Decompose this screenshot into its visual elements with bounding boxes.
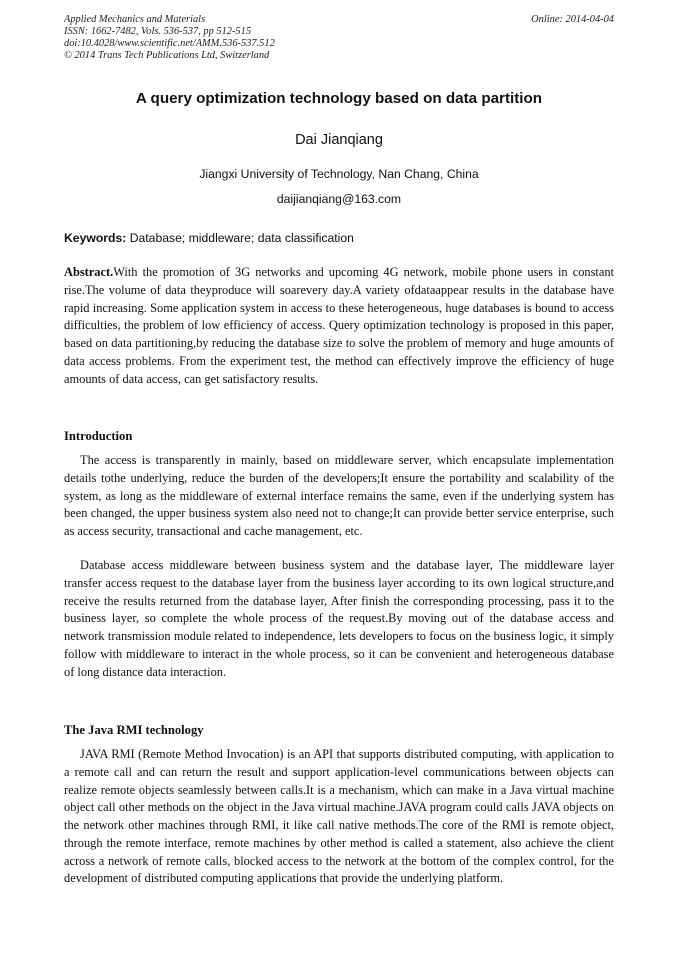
paragraph-text: The access is transparently in mainly, based on middleware server, which encapsulate implementation details tothe underlying, reduce the burden of the developers;It ensure the portability and scalability of the system, as long as the middleware of external interface remains the same, even if the underlying system has been changed, the upper business system also need not to change;It can provide better service enterprise, such as access security, transactional and cache management, etc. [64,453,614,538]
keywords [64,230,616,246]
journal-copyright: © 2014 Trans Tech Publications Ltd, Switzerland [64,50,270,61]
abstract [64,264,614,388]
introduction-heading: Introduction [64,429,133,443]
paragraph-text: JAVA RMI (Remote Method Invocation) is an API that supports distributed computing, with application to a remote call and can return the result and support application-level communications between objects can realize remote objects seamlessly between calls.It is a mechanism, which can make in a Java virtual machine object call other methods on the object in the Java virtual machine.JAVA program could calls JAVA objects on the network other machines through RMI, it like call native methods.The core of the RMI is remote object, through the remote interface, remote machines by other method is called a statement, also achieve the client across a network of remote calls, blocked access to the network at the bottom of the complex control, for the development of distributed computing applications that provide the underlying platform. [64,747,614,886]
rmi-paragraph-1 [64,746,614,888]
keywords-text: Database; middleware; data classification [129,231,354,245]
keywords-label: Keywords: [64,231,127,245]
journal-header [64,14,614,62]
abstract-label: Abstract. [64,265,114,279]
online-date: Online: 2014-04-04 [531,14,614,25]
journal-name: Applied Mechanics and Materials [64,14,206,25]
author-affiliation: Jiangxi University of Technology, Nan Chang, China [199,167,479,181]
introduction-paragraph-1 [64,452,614,541]
paper-author: Dai Jianqiang [295,132,383,148]
abstract-text: With the promotion of 3G networks and upcoming 4G network, mobile phone users in constant rise.The volume of data theyproduce will soarevery day.A variety ofdataappear results in the database have rapid increasing. Some application system in access to these heterogeneous, huge databases is bound to access difficulties, the problem of low efficiency of access. Query optimization technology is proposed in this paper, based on data partitioning,by reducing the database size to solve the problem of memory and huge amounts of data access problems. From the experiment test, the method can effectively improve the efficiency of huge amounts of data access, can get satisfactory results. [64,265,614,386]
rmi-heading: The Java RMI technology [64,723,204,737]
paper-title: A query optimization technology based on data partition [135,90,543,107]
introduction-paragraph-2 [64,557,614,681]
paragraph-text: Database access middleware between business system and the database layer, The middleware layer transfer access request to the database layer from the business layer according to its own logical structure,and receive the results returned from the database layer, After finish the corresponding processing, pass it to the business layer, so complete the whole process of the request.By moving out of the database access and network transmission module related to independence, lets developers to focus on the business logic, it simply follow with middleware to interact in the whole process, so it can be convenient and heterogeneous database of long distance data interaction. [64,558,614,679]
author-email: daijianqiang@163.com [276,192,402,206]
journal-doi: doi:10.4028/www.scientific.net/AMM.536-537.512 [64,38,275,49]
journal-issn: ISSN: 1662-7482, Vols. 536-537, pp 512-515 [64,26,252,37]
